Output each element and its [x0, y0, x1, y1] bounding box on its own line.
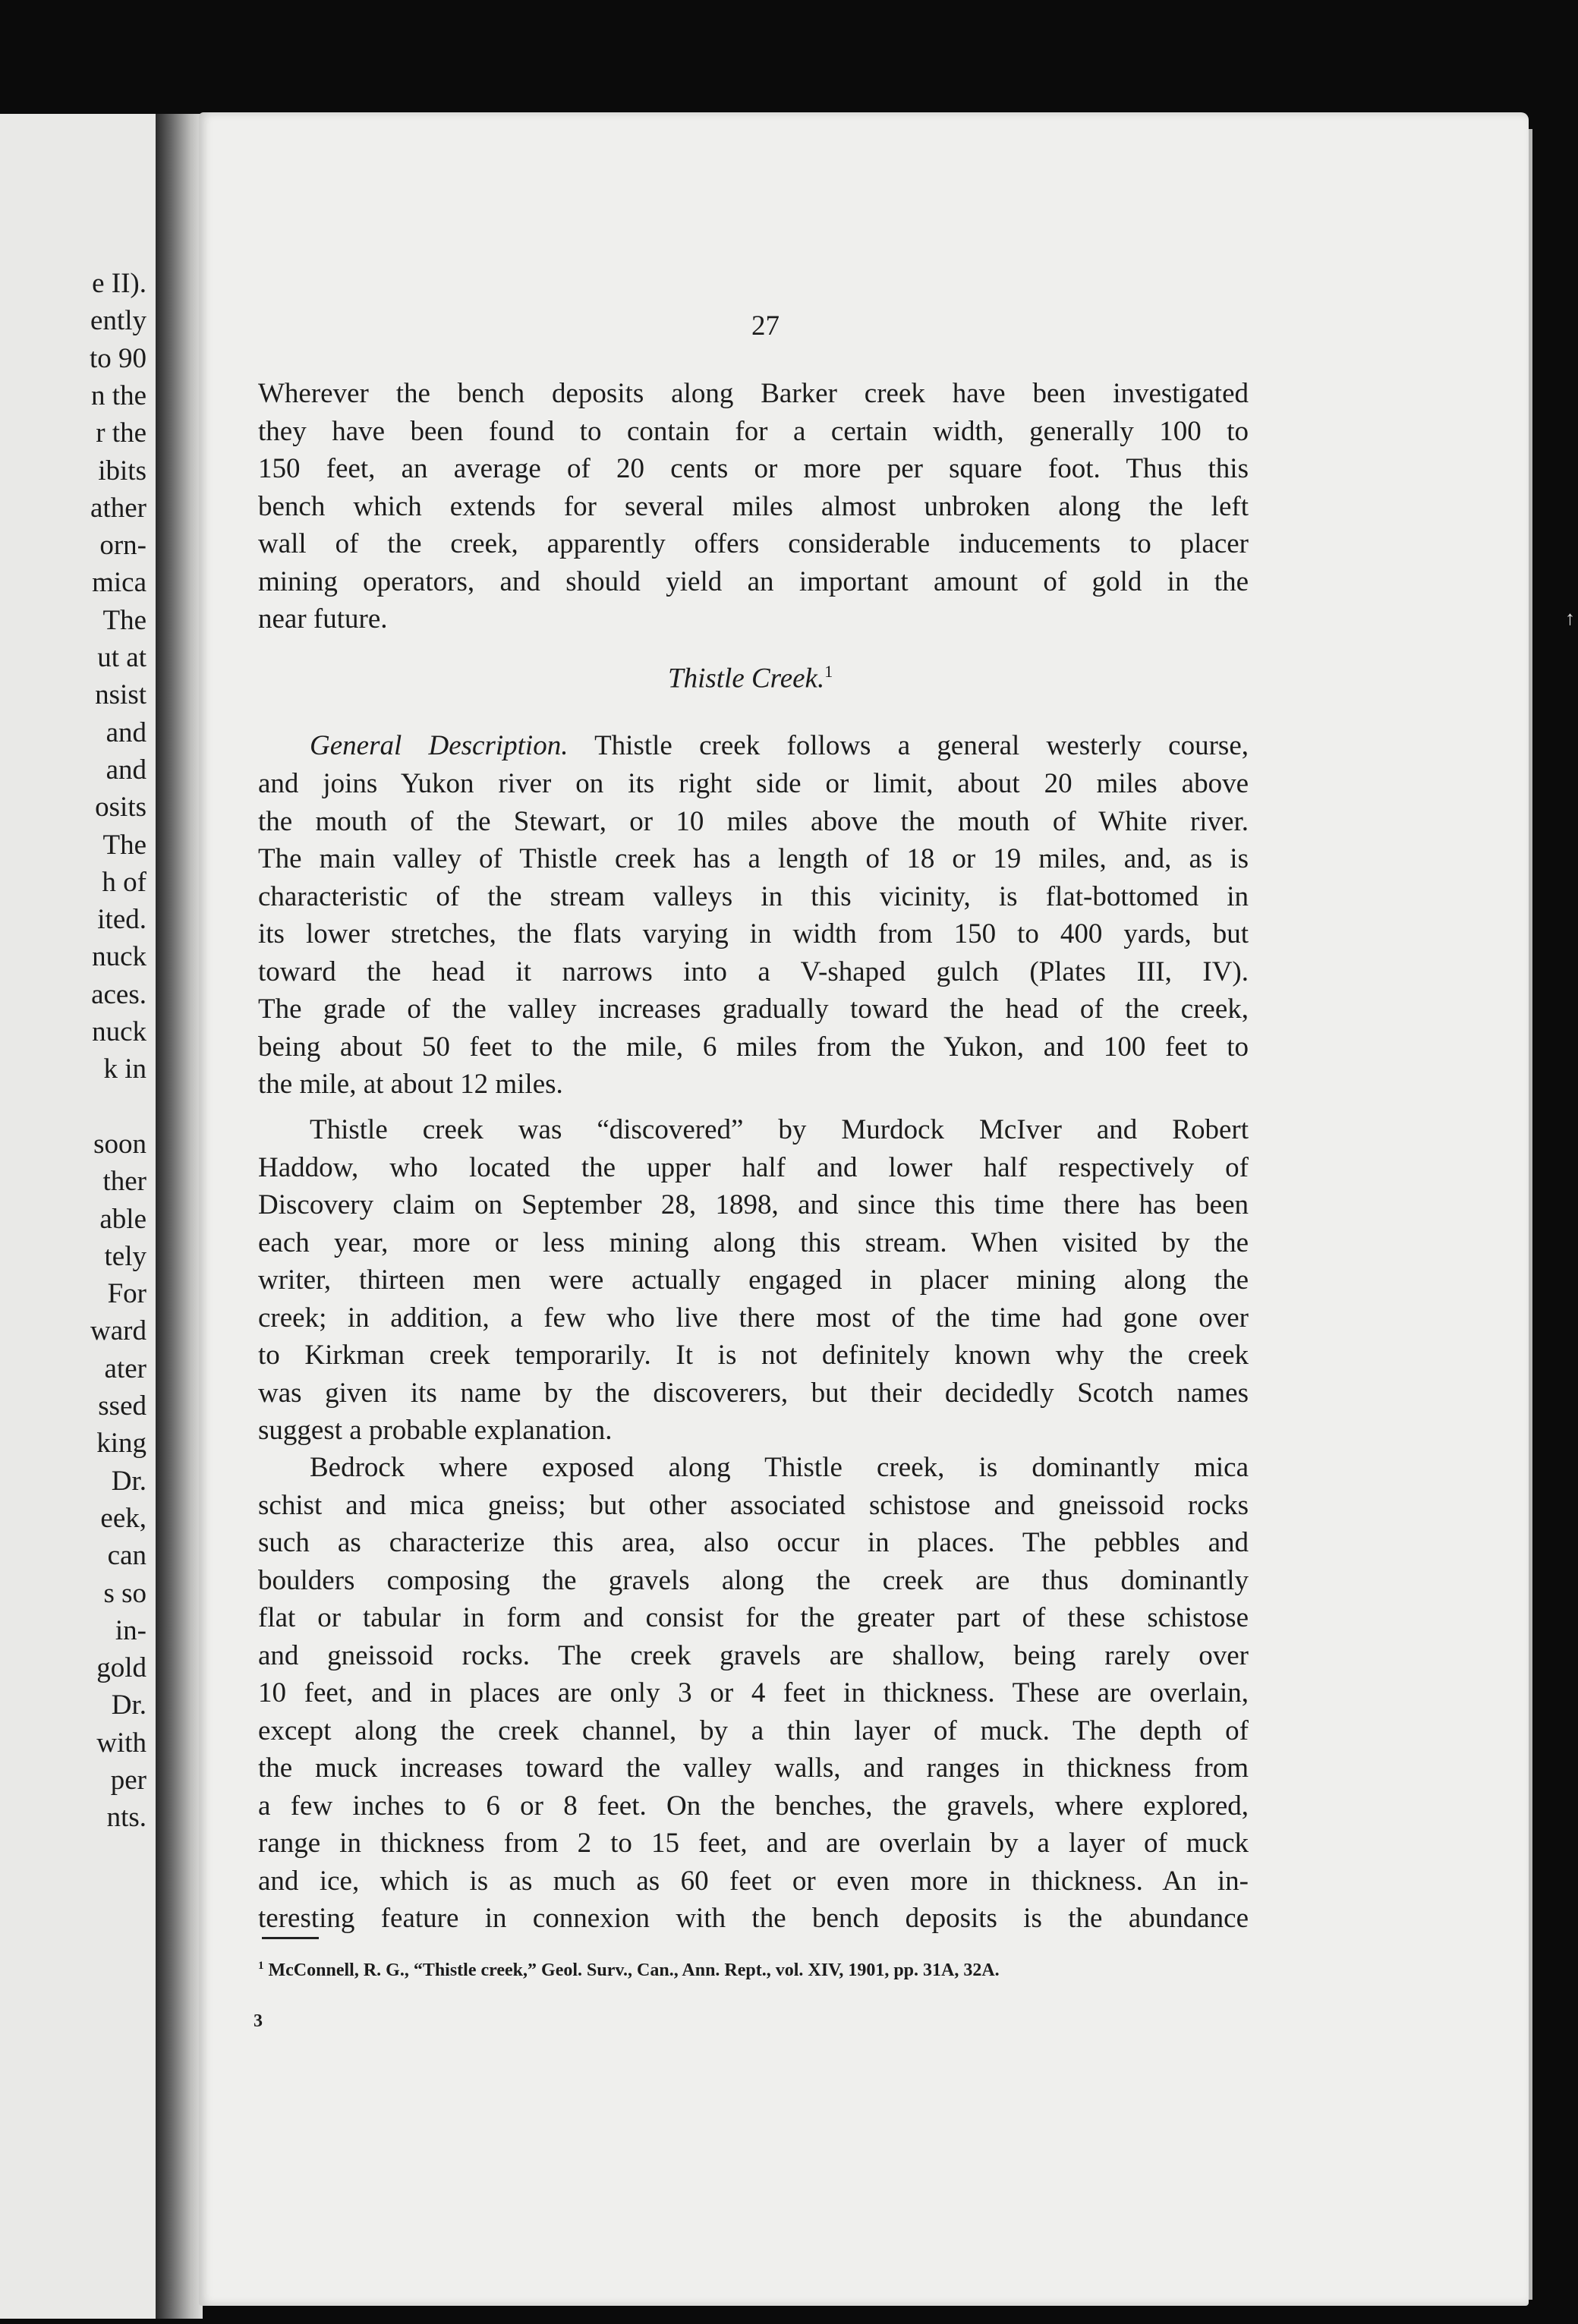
left-page-line: ather: [90, 492, 146, 524]
left-page-line: mica: [92, 567, 146, 599]
footnote-text: McConnell, R. G., “Thistle creek,” Geol. Surv., Can., Ann. Rept., vol. XIV, 1901, pp. 31A, 32A.: [263, 1960, 1000, 1980]
footnote-rule: [262, 1937, 319, 1939]
text-line: creek; in addition, a few who live there most of the time had gone over: [258, 1302, 1249, 1334]
left-page-line: n the: [91, 379, 146, 411]
footnote: [258, 1960, 1249, 1981]
text-line: range in thickness from 2 to 15 feet, and are overlain by a layer of muck: [258, 1828, 1249, 1859]
left-page-line: ssed: [98, 1390, 146, 1422]
left-page-line: able: [99, 1203, 146, 1235]
text-line: toward the head it narrows into a V-shaped gulch (Plates III, IV).: [258, 956, 1249, 987]
footnote-marker: 1: [258, 1960, 264, 1972]
left-page-line: tely: [104, 1240, 146, 1272]
text-line: schist and mica gneiss; but other associated schistose and gneissoid rocks: [258, 1489, 1249, 1521]
text-line: boulders composing the gravels along the creek are thus dominantly: [258, 1564, 1249, 1596]
text-line: and ice, which is as much as 60 feet or even more in thickness. An in-: [258, 1865, 1249, 1897]
left-page-line: ther: [102, 1166, 146, 1198]
left-page-line: king: [96, 1428, 146, 1460]
left-page-line: The: [102, 604, 146, 636]
left-page-line: aces.: [91, 978, 146, 1010]
left-page-line: eek,: [100, 1502, 146, 1534]
text-line: wall of the creek, apparently offers considerable inducements to placer: [258, 528, 1249, 559]
text-line: Discovery claim on September 28, 1898, and since this time there has been: [258, 1189, 1249, 1220]
left-page-line: nuck: [92, 941, 146, 973]
left-page-line: ater: [104, 1353, 146, 1384]
footnote-reference: 1: [824, 662, 833, 681]
text-line: flat or tabular in form and consist for the greater part of these schistose: [258, 1602, 1249, 1633]
text-line: Wherever the bench deposits along Barker creek have been investigated: [258, 378, 1249, 409]
text-line: mining operators, and should yield an important amount of gold in the: [258, 565, 1249, 597]
text-line: was given its name by the discoverers, but their decidedly Scotch names: [258, 1377, 1249, 1409]
left-page-line: can: [107, 1540, 146, 1572]
left-page-line: k in: [103, 1053, 146, 1085]
left-page-line: s so: [103, 1577, 146, 1609]
left-page-line: ibits: [98, 455, 146, 487]
left-page-line: to 90: [89, 342, 146, 374]
left-page-line: h of: [102, 866, 146, 898]
text-line: Bedrock where exposed along Thistle creek, is dominantly mica: [310, 1452, 1249, 1483]
left-page-line: Dr.: [111, 1465, 146, 1497]
left-page-line: For: [107, 1278, 146, 1310]
left-page-line: Dr.: [111, 1689, 146, 1721]
text-line: and joins Yukon river on its right side or limit, about 20 miles above: [258, 768, 1249, 799]
left-page-line: r the: [96, 417, 146, 449]
text-line: The grade of the valley increases gradually toward the head of the creek,: [258, 994, 1249, 1025]
text-line: the muck increases toward the valley walls, and ranges in thickness from: [258, 1752, 1249, 1784]
left-page-line: nsist: [95, 679, 146, 711]
text-line: they have been found to contain for a certain width, generally 100 to: [258, 415, 1249, 447]
left-page-line: per: [110, 1765, 146, 1796]
text-line: Haddow, who located the upper half and lower half respectively of: [258, 1151, 1249, 1183]
left-page-line: soon: [93, 1128, 146, 1160]
text-line-rest: Thistle creek follows a general westerly course,: [568, 730, 1249, 761]
page-number: 27: [751, 310, 780, 342]
text-line: a few inches to 6 or 8 feet. On the benches, the gravels, where explored,: [258, 1790, 1249, 1822]
text-line: except along the creek channel, by a thin layer of muck. The depth of: [258, 1715, 1249, 1746]
text-line: teresting feature in connexion with the bench deposits is the abundance: [258, 1903, 1249, 1934]
text-line: the mile, at about 12 miles.: [258, 1069, 563, 1100]
left-page-line: and: [106, 716, 146, 748]
paragraph-lead-heading: General Description.: [310, 730, 569, 761]
left-page-line: ut at: [97, 642, 146, 673]
left-page-line: The: [102, 829, 146, 861]
left-page-line: and: [106, 754, 146, 786]
left-page-line: nuck: [92, 1016, 146, 1047]
text-line: being about 50 feet to the mile, 6 miles from the Yukon, and 100 feet to: [258, 1031, 1249, 1063]
section-heading: [668, 662, 833, 694]
left-page-line: osits: [95, 792, 146, 823]
left-page-line: e II).: [92, 268, 146, 299]
left-page-line: ited.: [97, 904, 146, 936]
text-line: suggest a probable explanation.: [258, 1415, 613, 1446]
left-page-line: nts.: [106, 1802, 146, 1834]
text-line: Thistle creek was “discovered” by Murdock McIver and Robert: [310, 1114, 1249, 1145]
signature-mark: 3: [254, 2011, 263, 2031]
text-line: characteristic of the stream valleys in this vicinity, is flat-bottomed in: [258, 880, 1249, 912]
text-line: the mouth of the Stewart, or 10 miles above the mouth of White river.: [258, 805, 1249, 837]
binding-gutter: [156, 114, 203, 2319]
text-line: near future.: [258, 603, 388, 635]
text-line: each year, more or less mining along this stream. When visited by the: [258, 1227, 1249, 1258]
text-line: to Kirkman creek temporarily. It is not definitely known why the creek: [258, 1340, 1249, 1371]
text-line: writer, thirteen men were actually engaged in placer mining along the: [258, 1264, 1249, 1296]
left-page-line: ently: [90, 305, 146, 337]
text-line: [258, 730, 1249, 763]
text-line: 10 feet, and in places are only 3 or 4 feet in thickness. These are overlain,: [258, 1677, 1249, 1708]
left-page-line: in-: [115, 1614, 146, 1646]
left-page-line: ward: [90, 1315, 146, 1347]
section-heading-text: Thistle Creek.: [668, 663, 825, 694]
text-line: and gneissoid rocks. The creek gravels are shallow, being rarely over: [258, 1639, 1249, 1671]
left-page-line: with: [96, 1727, 146, 1759]
left-page-line: orn-: [99, 530, 146, 562]
text-line: such as characterize this area, also occur in places. The pebbles and: [258, 1527, 1249, 1558]
facing-page-fragment: [0, 114, 156, 2319]
text-line: its lower stretches, the flats varying in width from 150 to 400 yards, but: [258, 918, 1249, 949]
text-line: bench which extends for several miles almost unbroken along the left: [258, 490, 1249, 522]
text-line: The main valley of Thistle creek has a length of 18 or 19 miles, and, as is: [258, 843, 1249, 874]
left-page-line: gold: [96, 1652, 146, 1684]
edge-arrow-icon: ↑: [1565, 607, 1575, 629]
text-line: 150 feet, an average of 20 cents or more per square foot. Thus this: [258, 453, 1249, 484]
